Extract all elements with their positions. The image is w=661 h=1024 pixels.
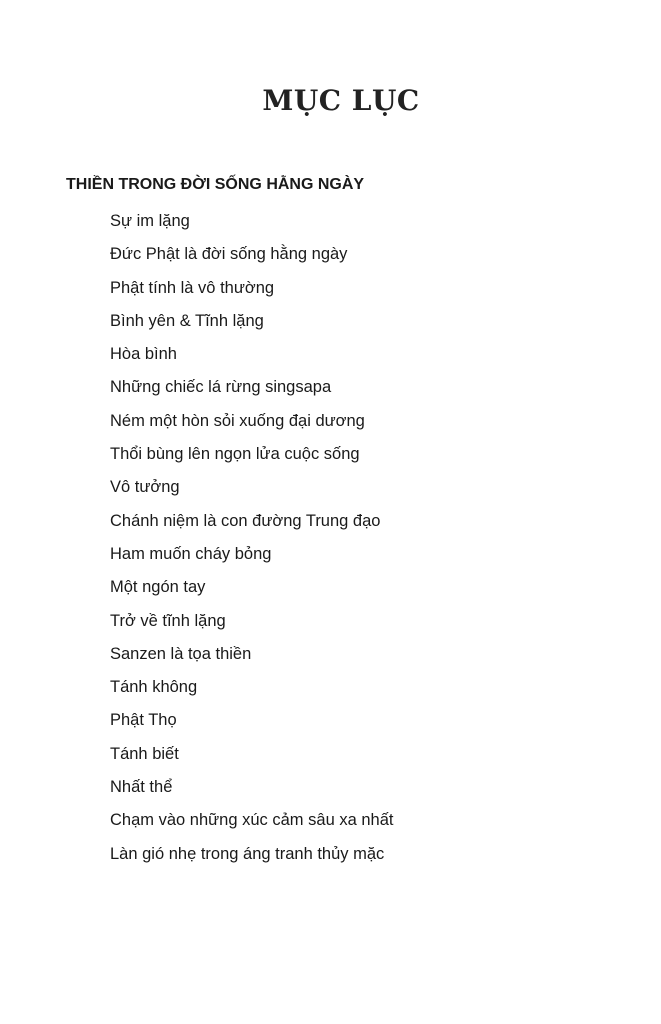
toc-entry: Một ngón tay [110, 578, 206, 597]
toc-entry-list [110, 208, 393, 874]
toc-entry: Sự im lặng [110, 212, 190, 230]
toc-entry: Phật tính là vô thường [110, 278, 275, 297]
toc-entry: Làn gió nhẹ trong áng tranh thủy mặc [110, 844, 385, 863]
page-title: MỤC LỤC [262, 84, 420, 117]
toc-entry: Chánh niệm là con đường Trung đạo [110, 511, 381, 530]
toc-entry: Chạm vào những xúc cảm sâu xa nhất [110, 811, 394, 830]
toc-entry: Nhất thể [110, 778, 173, 797]
toc-entry: Sanzen là tọa thiền [110, 644, 252, 663]
toc-entry: Hòa bình [110, 345, 177, 364]
toc-entry: Những chiếc lá rừng singsapa [110, 378, 332, 397]
toc-entry: Thổi bùng lên ngọn lửa cuộc sống [110, 445, 360, 464]
toc-entry: Phật Thọ [110, 711, 177, 730]
toc-entry: Ham muốn cháy bỏng [110, 544, 272, 563]
toc-entry: Bình yên & Tĩnh lặng [110, 311, 264, 330]
toc-entry: Ném một hòn sỏi xuống đại dương [110, 411, 365, 430]
section-heading: THIỀN TRONG ĐỜI SỐNG HẰNG NGÀY [66, 176, 365, 193]
toc-entry: Vô tưởng [110, 478, 180, 497]
toc-entry: Tánh biết [110, 744, 179, 763]
toc-entry: Đức Phật là đời sống hằng ngày [110, 245, 348, 264]
toc-entry: Tánh không [110, 678, 198, 697]
toc-entry: Trở về tĩnh lặng [110, 611, 226, 630]
